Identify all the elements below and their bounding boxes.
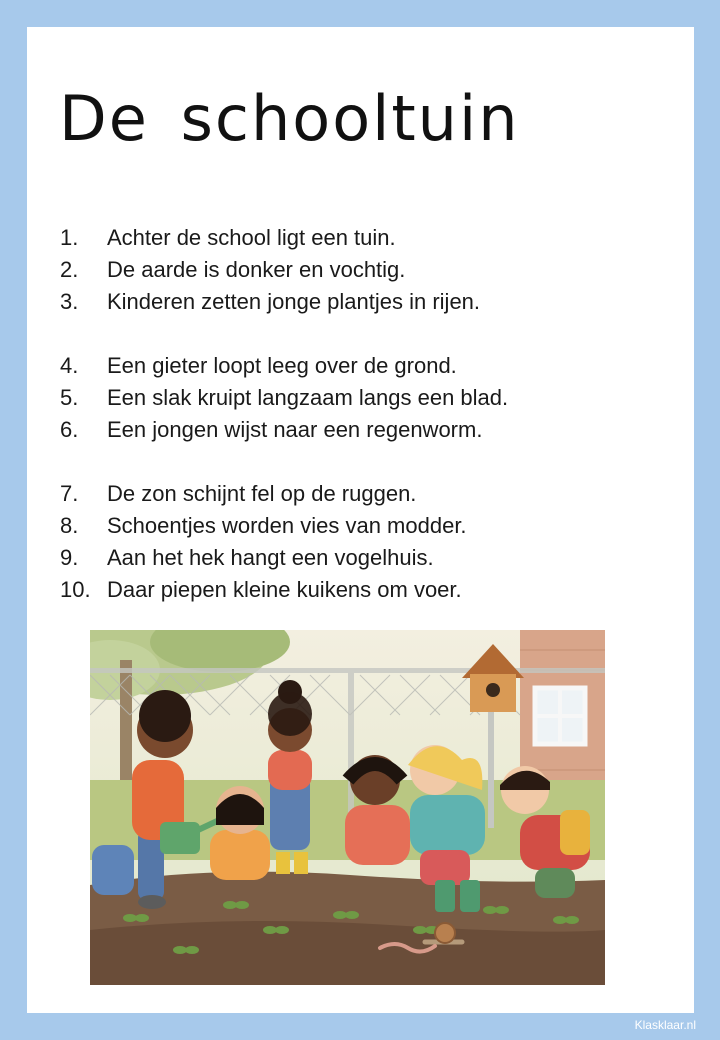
item-number: 6.	[60, 417, 79, 442]
child-girl-kneeling	[210, 786, 270, 880]
child-girl-braids	[345, 755, 410, 865]
window	[535, 688, 585, 744]
list-item	[60, 222, 508, 254]
garden-illustration	[90, 630, 605, 985]
item-text: Een slak kruipt langzaam langs een blad.	[107, 385, 509, 410]
list-item	[60, 510, 508, 542]
list-item	[60, 286, 508, 318]
item-text: De zon schijnt fel op de ruggen.	[107, 481, 417, 506]
item-number: 8.	[60, 513, 79, 538]
list-item	[60, 414, 508, 446]
item-number: 4.	[60, 353, 79, 378]
page-title: De schooltuin	[59, 82, 520, 155]
worksheet-card	[27, 27, 694, 1013]
item-text: Een jongen wijst naar een regenworm.	[107, 417, 483, 442]
list-item	[60, 478, 508, 510]
list-item	[60, 350, 508, 382]
list-item	[60, 254, 508, 286]
list-item	[60, 574, 508, 606]
item-text: Achter de school ligt een tuin.	[107, 225, 396, 250]
item-number: 7.	[60, 481, 79, 506]
child-girl-standing	[268, 680, 312, 874]
item-text: De aarde is donker en vochtig.	[107, 257, 406, 282]
item-number: 3.	[60, 289, 79, 314]
footer-brand: Klasklaar.nl	[634, 1018, 696, 1032]
item-number: 2.	[60, 257, 79, 282]
item-number: 1.	[60, 225, 79, 250]
list-item	[60, 542, 508, 574]
item-text: Kinderen zetten jonge plantjes in rijen.	[107, 289, 481, 314]
item-text: Een gieter loopt leeg over de grond.	[107, 353, 457, 378]
backpack	[92, 845, 134, 895]
item-number: 10.	[60, 577, 91, 602]
list-item	[60, 382, 508, 414]
item-text: Schoentjes worden vies van modder.	[107, 513, 467, 538]
sentence-list	[60, 222, 508, 606]
item-text: Daar piepen kleine kuikens om voer.	[107, 577, 462, 602]
item-text: Aan het hek hangt een vogelhuis.	[107, 545, 434, 570]
item-number: 9.	[60, 545, 79, 570]
item-number: 5.	[60, 385, 79, 410]
